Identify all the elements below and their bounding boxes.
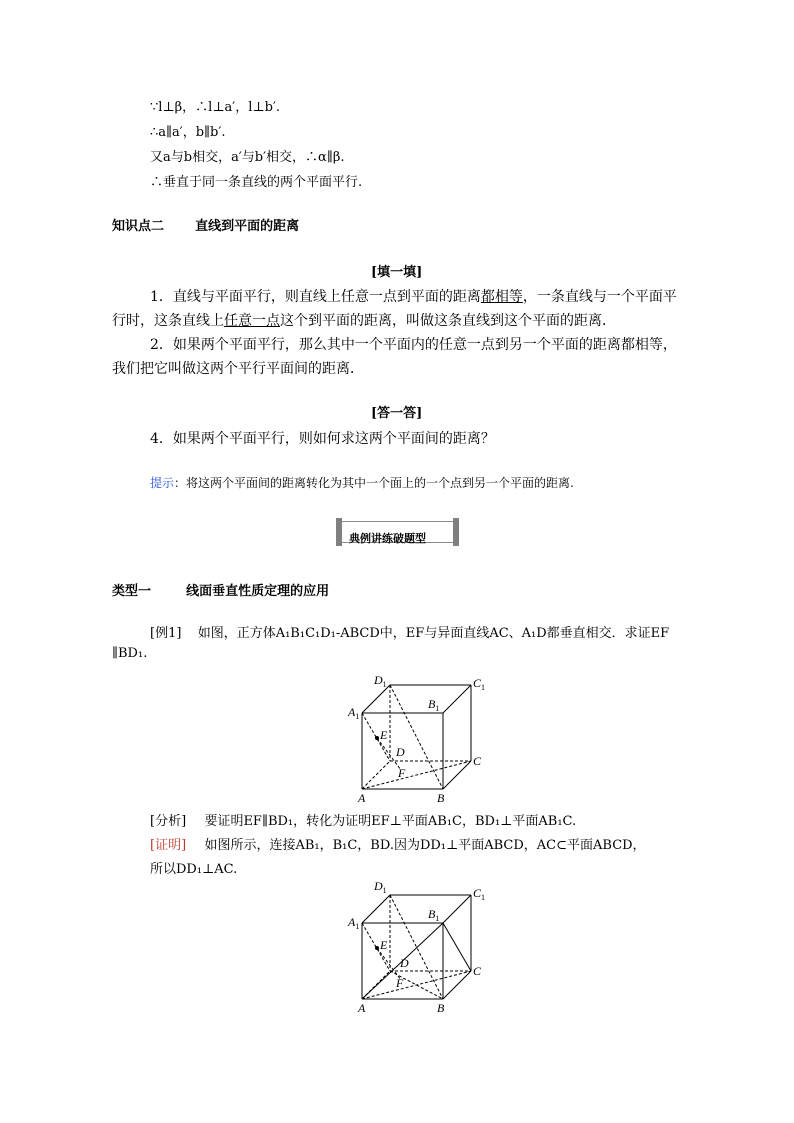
analysis-text: 要证明EF∥BD₁，转化为证明EF⊥平面AB₁C，BD₁⊥平面AB₁C. <box>204 814 577 829</box>
edge-a1d1 <box>362 685 390 713</box>
proof-line-a <box>150 834 646 853</box>
label-b: B <box>437 1001 445 1015</box>
fill-item-1 <box>112 285 680 333</box>
label-e: E <box>380 728 388 742</box>
label-a1: $A_1$ <box>348 915 360 931</box>
edge-c1b1 <box>443 895 471 923</box>
fill-item-2: 2．如果两个平面平行，那么其中一个平面内的任意一点到另一个平面的距离都相等，我们把它叫做这两个平行平面间的距离． <box>112 337 677 377</box>
edge-b1c <box>443 923 471 971</box>
proof-line-2: ∴a∥a′，b∥b′. <box>150 125 226 140</box>
type-number: 类型一 <box>112 584 152 599</box>
proof-line-4: ∴垂直于同一条直线的两个平面平行. <box>150 175 363 190</box>
label-f: F <box>398 766 406 780</box>
fill-item-1-text-a: 1．直线与平面平行，则直线上任意一点到平面的距离 <box>150 289 481 305</box>
label-d1: $D_1$ <box>374 879 387 895</box>
label-a: A <box>358 1001 366 1015</box>
label-d1: $D_1$ <box>374 673 387 689</box>
point-e <box>375 946 379 950</box>
example-1-text-a: 如图，正方体A₁B₁C₁D₁-ABCD中，EF与异面直线AC、A₁D都垂直相交．求证EF <box>197 626 670 641</box>
answer-header: [答一答] <box>371 406 423 421</box>
label-f: F <box>396 976 404 990</box>
edge-bc <box>443 971 471 999</box>
point-e <box>375 736 379 740</box>
example-1-line-a <box>150 622 669 641</box>
fill-item-1-text-c: 这个到平面的距离，叫做这条直线到这个平面的距离． <box>280 313 616 329</box>
label-b1: $B_1$ <box>428 697 440 713</box>
proof-text-a: 如图所示，连接AB₁，B₁C，BD.因为DD₁⊥平面ABCD，AC⊂平面ABCD， <box>204 838 646 853</box>
banner-right-bar <box>453 518 459 546</box>
question-4: 4．如果两个平面平行，则如何求这两个平面间的距离？ <box>150 431 495 447</box>
section-heading <box>112 215 299 234</box>
type-title: 线面垂直性质定理的应用 <box>186 584 330 599</box>
hidden-edge-ad <box>362 971 390 999</box>
hidden-edge-ac <box>362 761 471 789</box>
proof-line-b: 所以DD₁⊥AC. <box>150 862 238 877</box>
proof-label: [证明] <box>150 838 187 853</box>
label-c1: $C_1$ <box>473 886 486 902</box>
label-b: B <box>437 791 445 804</box>
proof-line-1: ∵l⊥β，∴l⊥a′，l⊥b′. <box>150 100 281 115</box>
hint-label: 提示 <box>150 476 175 490</box>
hint <box>150 474 574 491</box>
label-b1: $B_1$ <box>428 907 440 923</box>
hint-text: ：将这两个平面间的距离转化为其中一个面上的一个点到另一个平面的距离. <box>174 476 574 490</box>
label-a1: $A_1$ <box>348 705 360 721</box>
edge-bc <box>443 761 471 789</box>
label-d: D <box>396 745 405 759</box>
banner-title: 典例讲练破题型 <box>349 532 426 545</box>
cube-figure-2 <box>340 874 490 1019</box>
type-heading <box>112 580 329 599</box>
analysis-label: [分析] <box>150 814 187 829</box>
label-d: D <box>400 956 409 970</box>
banner-top-line <box>342 521 453 522</box>
example-1-label: [例1] <box>150 626 182 641</box>
edge-c1b1 <box>443 685 471 713</box>
example-1-line-b: ∥BD₁. <box>112 646 148 661</box>
cube-figure-1 <box>340 664 490 804</box>
hidden-edge-ac <box>362 971 471 999</box>
fill-item-1-underline-2: 任意一点 <box>224 313 280 329</box>
section-number: 知识点二 <box>112 219 165 234</box>
analysis <box>150 810 576 829</box>
fill-item-1-text-b: ，一条直线与一个平面平行时，这条直线上 <box>112 289 677 329</box>
label-c1: $C_1$ <box>473 676 486 692</box>
label-c: C <box>473 964 482 978</box>
fill-item-1-underline-1: 都相等 <box>480 289 523 305</box>
section-title: 直线到平面的距离 <box>195 219 300 234</box>
fill-header: [填一填] <box>371 265 423 280</box>
proof-line-3: 又a与b相交，a′与b′相交，∴α∥β. <box>150 150 345 165</box>
label-c: C <box>473 754 482 768</box>
label-a: A <box>358 791 366 804</box>
hidden-edge-ad <box>362 761 390 789</box>
edge-a1d1 <box>362 895 390 923</box>
label-e: E <box>380 938 388 952</box>
